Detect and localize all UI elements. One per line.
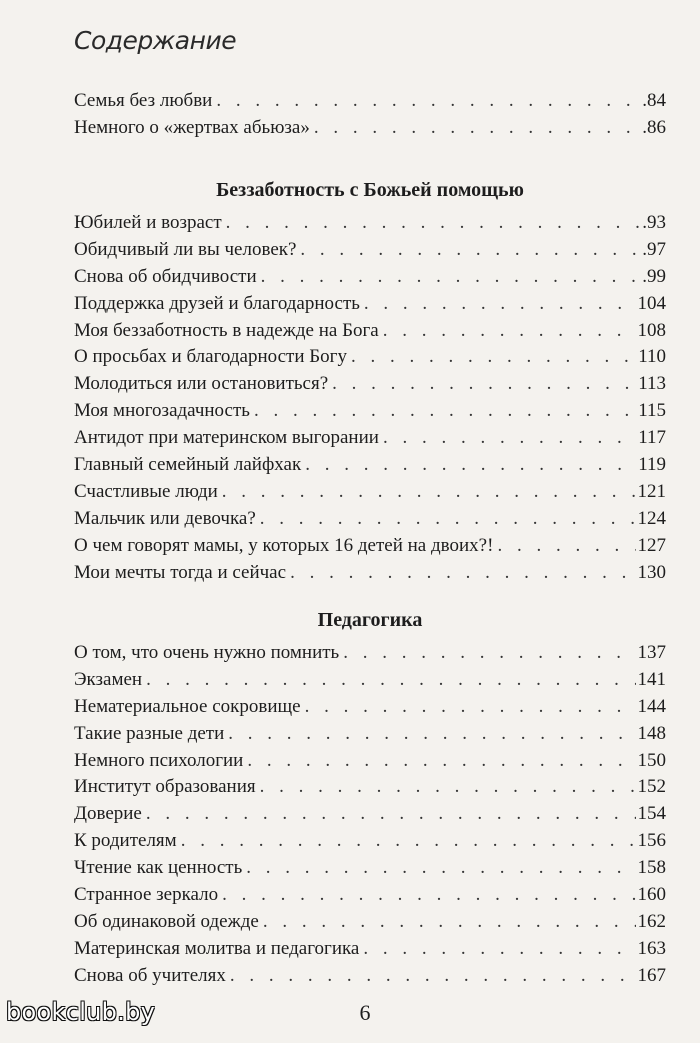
toc-entry: [74, 452, 666, 479]
section-title: Педагогика: [317, 609, 423, 631]
entry-page: 108: [637, 319, 666, 341]
entry-title: Молодиться или остановиться?: [74, 373, 329, 395]
toc-entry: [74, 882, 666, 909]
entry-title: Семья без любви: [74, 90, 213, 111]
entry-page: 148: [637, 722, 666, 744]
toc-entry: [74, 371, 666, 398]
dot-leader: [261, 264, 641, 291]
toc-section-continued: [74, 88, 666, 142]
toc-entries: [74, 210, 666, 586]
entry-page: 154: [637, 803, 666, 825]
entry-page: 141: [637, 668, 666, 690]
dot-leader: [343, 640, 635, 667]
entry-title: Мои мечты тогда и сейчас: [74, 561, 287, 583]
dot-leader: [364, 291, 636, 318]
dot-leader: [305, 694, 636, 721]
entry-page: .97: [642, 238, 666, 260]
entry-page: 117: [638, 427, 666, 449]
entry-page: 144: [637, 695, 666, 717]
entry-page: 110: [638, 346, 666, 368]
toc-entry: [74, 748, 666, 775]
entry-page: 124: [637, 507, 666, 529]
toc-entry: [74, 115, 666, 142]
entry-title: Счастливые люди: [74, 480, 218, 502]
toc-entry: [74, 640, 666, 667]
dot-leader: [497, 533, 635, 560]
toc-entry: [74, 909, 666, 936]
toc-entry: [74, 533, 666, 560]
entry-title: Странное зеркало: [74, 884, 219, 906]
entry-title: Нематериальное сокровище: [74, 695, 301, 717]
entry-page: 160: [637, 884, 666, 906]
toc-entry: [74, 801, 666, 828]
entry-title: О просьбах и благодарности Богу: [74, 346, 347, 368]
entry-page: 130: [637, 561, 666, 583]
dot-leader: [332, 371, 636, 398]
entry-title: Чтение как ценность: [74, 857, 243, 879]
dot-leader: [246, 855, 635, 882]
entry-title: Поддержка друзей и благодарность: [74, 292, 360, 314]
dot-leader: [226, 210, 641, 237]
toc-entry: [74, 694, 666, 721]
entry-page: 113: [638, 373, 666, 395]
toc-entry: [74, 936, 666, 963]
dot-leader: [146, 667, 635, 694]
dot-leader: [228, 721, 635, 748]
entry-page: 104: [637, 292, 666, 314]
entry-page: 156: [637, 830, 666, 852]
entry-title: Доверие: [74, 803, 142, 825]
dot-leader: [222, 882, 635, 909]
entry-page: 150: [637, 749, 666, 771]
entry-page: 162: [637, 910, 666, 932]
entry-title: Моя беззаботность в надежде на Бога: [74, 319, 379, 341]
entry-title: Антидот при материнском выгорании: [74, 427, 379, 449]
dot-leader: [216, 88, 640, 115]
toc-entry: [74, 318, 666, 345]
entry-title: Немного психологии: [74, 749, 244, 771]
entry-title: Такие разные дети: [74, 722, 225, 744]
dot-leader: [254, 398, 636, 425]
dot-leader: [363, 936, 635, 963]
entry-page: .84: [642, 90, 666, 111]
page-number: 6: [359, 1000, 371, 1025]
entry-title: Главный семейный лайфхак: [74, 454, 302, 476]
dot-leader: [383, 425, 636, 452]
toc-entries: [74, 88, 666, 142]
running-head: Содержание: [74, 26, 237, 55]
entry-page: .93: [642, 212, 666, 233]
entry-page: 163: [637, 937, 666, 959]
toc-entry: [74, 479, 666, 506]
dot-leader: [383, 318, 636, 345]
toc-entry: [74, 560, 666, 587]
entry-title: Материнская молитва и педагогика: [74, 937, 360, 959]
toc-entry: [74, 398, 666, 425]
dot-leader: [181, 828, 636, 855]
toc-entry: [74, 425, 666, 452]
entry-title: Юбилей и возраст: [74, 212, 222, 233]
toc-section-carefree: [74, 176, 666, 586]
toc-entry: [74, 210, 666, 237]
watermark-logo: bookclub.by: [6, 998, 156, 1026]
dot-leader: [260, 774, 636, 801]
entry-page: 119: [638, 454, 666, 476]
entry-title: О том, что очень нужно помнить: [74, 642, 340, 663]
entry-title: Экзамен: [74, 668, 143, 690]
entry-page: 121: [637, 480, 666, 502]
entry-title: Обидчивый ли вы человек?: [74, 238, 297, 260]
dot-leader: [300, 237, 640, 264]
dot-leader: [260, 506, 636, 533]
entry-title: Снова об обидчивости: [74, 265, 257, 287]
entry-title: Об одинаковой одежде: [74, 910, 259, 932]
entry-page: .86: [642, 116, 666, 138]
entry-page: 115: [638, 400, 666, 422]
dot-leader: [222, 479, 636, 506]
dot-leader: [290, 560, 635, 587]
toc-section-pedagogy: [74, 606, 666, 990]
entry-title: Моя многозадачность: [74, 400, 250, 422]
dot-leader: [314, 115, 640, 142]
entry-title: О чем говорят мамы, у которых 16 детей на двоих?!: [74, 534, 494, 556]
entry-title: К родителям: [74, 830, 177, 852]
entry-page: .99: [642, 265, 666, 287]
toc-entry: [74, 855, 666, 882]
toc-entry: [74, 88, 666, 115]
toc-entries: [74, 640, 666, 990]
dot-leader: [230, 963, 636, 990]
toc-entry: [74, 721, 666, 748]
dot-leader: [146, 801, 636, 828]
dot-leader: [247, 748, 635, 775]
dot-leader: [305, 452, 636, 479]
toc-entry: [74, 291, 666, 318]
entry-page: 127: [637, 534, 666, 556]
toc-entry: [74, 963, 666, 990]
dot-leader: [351, 344, 636, 371]
entry-page: 137: [637, 642, 666, 663]
toc-entry: [74, 237, 666, 264]
entry-title: Немного о «жертвах абьюза»: [74, 116, 310, 138]
toc-entry: [74, 506, 666, 533]
section-title: Беззаботность с Божьей помощью: [216, 179, 524, 201]
entry-page: 152: [637, 776, 666, 798]
entry-page: 158: [637, 857, 666, 879]
entry-title: Мальчик или девочка?: [74, 507, 256, 529]
dot-leader: [263, 909, 636, 936]
toc-entry: [74, 774, 666, 801]
toc-entry: [74, 344, 666, 371]
toc-entry: [74, 264, 666, 291]
entry-title: Снова об учителях: [74, 964, 226, 986]
toc-entry: [74, 667, 666, 694]
toc-entry: [74, 828, 666, 855]
entry-title: Институт образования: [74, 776, 256, 798]
entry-page: 167: [637, 964, 666, 986]
